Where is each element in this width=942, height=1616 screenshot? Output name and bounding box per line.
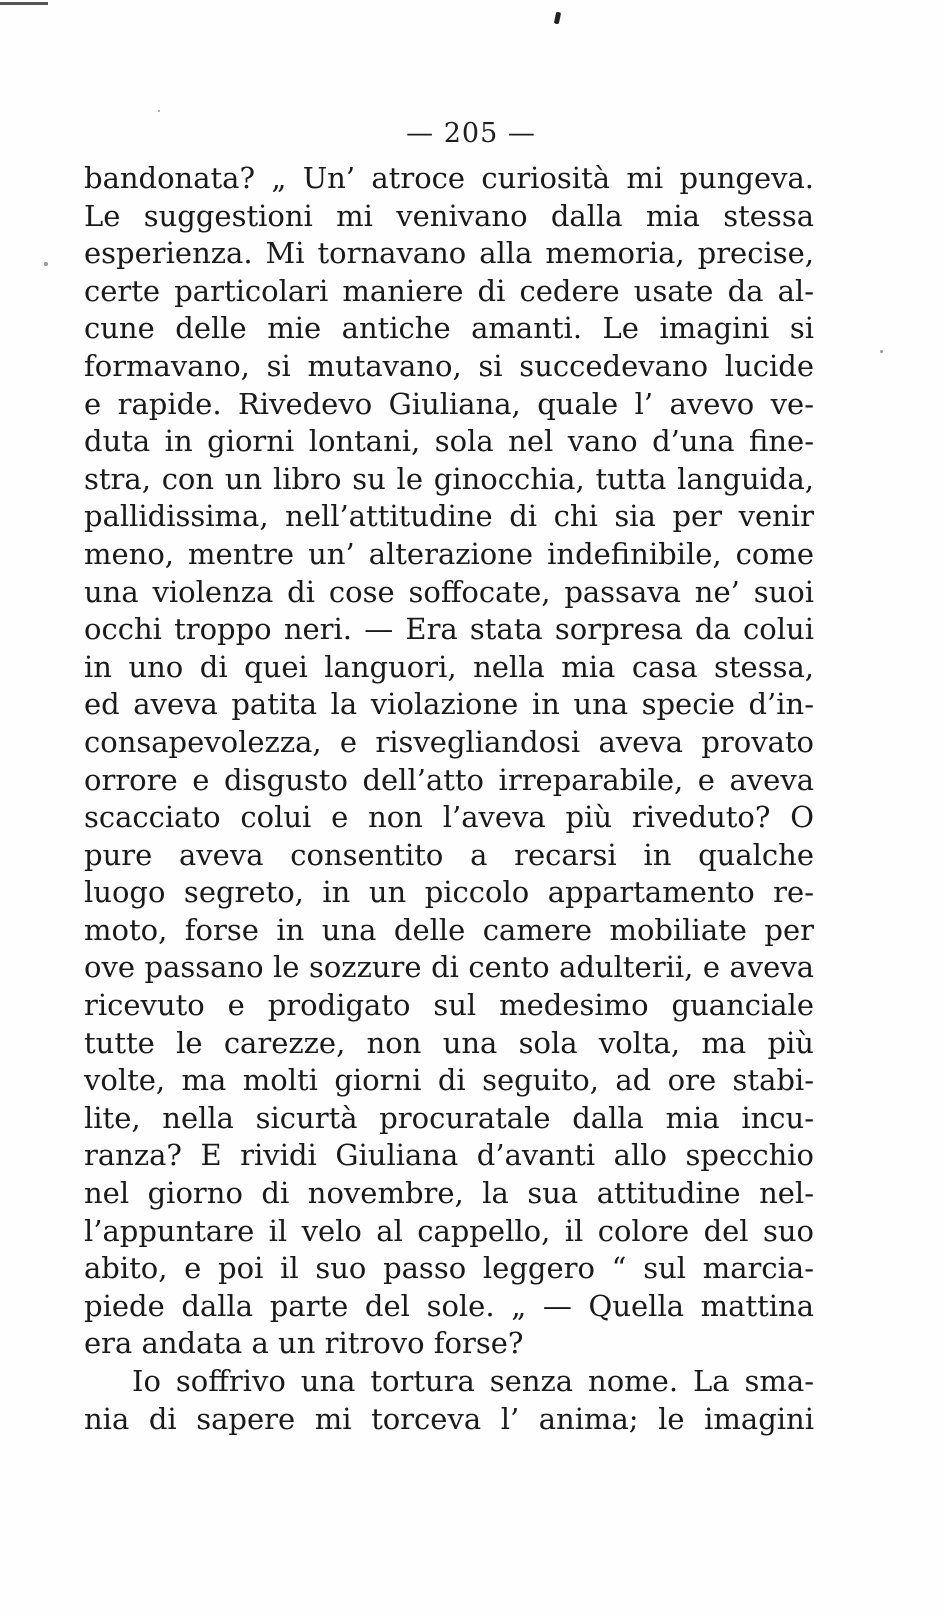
paragraph-start-line: Io soffrivo una tortura senza nome. La sma- [132,1364,814,1398]
scan-edge-mark [0,2,48,5]
text-line: formavano, si mutavano, si succedevano lucide [84,348,814,383]
text-line: tutte le carezze, non una sola volta, ma più [84,1025,814,1060]
text-line: moto, forse in una delle camere mobiliate per [84,912,814,947]
speck-mark [158,110,160,112]
speck-mark [44,262,48,266]
text-line: ed aveva patita la violazione in una specie d’in- [84,687,814,722]
text-line: pallidissima, nell’attitudine di chi sia per venir [84,499,814,534]
text-line: occhi troppo neri. — Era stata sorpresa da colui [84,612,814,647]
text-line: certe particolari maniere di cedere usate da al- [84,273,814,308]
text-line: consapevolezza, e risvegliandosi aveva provato [84,724,814,759]
text-line: bandonata? „ Un’ atroce curiosità mi pungeva. [84,161,814,195]
text-line: e rapide. Rivedevo Giuliana, quale l’ avevo ve- [84,386,814,421]
text-line: nia di sapere mi torceva l’ anima; le imagini [84,1401,814,1436]
text-line: ove passano le sozzure di cento adulterii, e aveva [84,950,814,985]
text-line: in uno di quei languori, nella mia casa stessa, [84,649,814,684]
text-line: volte, ma molti giorni di seguito, ad ore stabi- [84,1063,814,1098]
text-line: orrore e disgusto dell’atto irreparabile, e aveva [84,762,814,797]
page-number: — 205 — [406,118,536,149]
paragraph-end-line: era andata a un ritrovo forse? [84,1326,524,1361]
text-line: ricevuto e prodigato sul medesimo guanciale [84,988,814,1023]
text-line: meno, mentre un’ alterazione indefinibile, come [84,536,814,571]
text-line: duta in giorni lontani, sola nel vano d’una fine- [84,424,814,459]
text-line: luogo segreto, in un piccolo appartamento re- [84,875,814,910]
text-line: nel giorno di novembre, la sua attitudine nel- [84,1176,814,1211]
text-line: stra, con un libro su le ginocchia, tutta languida, [84,461,814,496]
speck-mark [880,350,883,353]
body-text [84,160,814,1438]
text-line: abito, e poi il suo passo leggero “ sul marcia- [84,1251,814,1286]
text-line: una violenza di cose soffocate, passava ne’ suoi [84,574,814,609]
text-line: piede dalla parte del sole. „ — Quella mattina [84,1288,814,1323]
text-line: lite, nella sicurtà procuratale dalla mia incu- [84,1100,814,1135]
text-line: ranza? E rividi Giuliana d’avanti allo specchio [84,1138,814,1173]
text-line: esperienza. Mi tornavano alla memoria, precise, [84,236,814,271]
text-line: l’appuntare il velo al cappello, il colore del suo [84,1213,814,1248]
text-line: Le suggestioni mi venivano dalla mia stessa [84,198,814,233]
ink-blot [554,12,561,25]
text-line: pure aveva consentito a recarsi in qualche [84,837,814,872]
text-line: cune delle mie antiche amanti. Le imagini si [84,311,814,346]
text-line: scacciato colui e non l’aveva più riveduto? O [84,800,814,835]
